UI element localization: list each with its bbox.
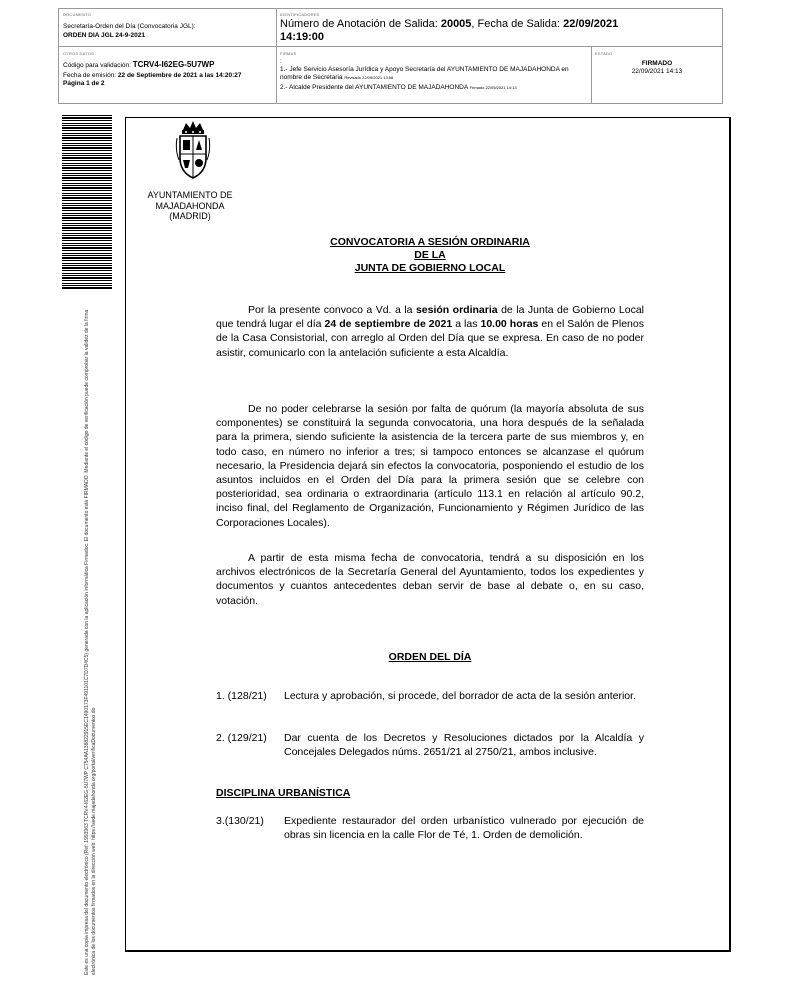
fecha-prefix: , Fecha de Salida: <box>471 18 564 30</box>
section-disciplina-urbanistica: DISCIPLINA URBANÍSTICA <box>216 787 351 799</box>
identificadores-label: IDENTIFICADORES <box>280 12 320 17</box>
paragraph-convocatoria <box>216 303 644 360</box>
documento-line1: Secretaría-Orden del Día (Convocatoria JGL): <box>63 23 196 30</box>
ayuntamiento-line-1: AYUNTAMIENTO DE <box>147 190 233 200</box>
p1-hora: 10.00 horas <box>480 318 539 331</box>
estado-label: ESTADO <box>595 51 613 56</box>
identificadores-cell <box>277 9 722 47</box>
otros-datos-cell <box>59 47 277 103</box>
firma-2-status: Firmado 22/09/2021 14:13 <box>469 85 517 90</box>
firmas-label: FIRMAS <box>280 51 297 56</box>
estado-date: 22/09/2021 14:13 <box>631 68 683 75</box>
firma-2-text: 2.- Alcalde Presidente del AYUNTAMIENTO DE MAJADAHONDA <box>280 84 468 91</box>
paragraph-archivos: A partir de esta misma fecha de convocatoria, tendrá a su disposición en los archivos electrónicos de la Secretaría General del Ayuntamiento, todos los expedientes y documentos y cuantos antecedentes deban servir de base al debate o, en su caso, votación. <box>216 552 644 607</box>
paragraph-quorum: De no poder celebrarse la sesión por falta de quórum (la mayoría absoluta de sus componentes) se constituirá la segunda convocatoria, una hora después de la señalada para la primera, siendo suficiente la asistencia de la tercera parte de sus miembros y, en todo caso, en número no inferior a tres; si tampoco entonces se alcanzase el quórum necesario, la Presidencia dejará sin efectos la convocatoria, posponiendo el estudio de los asuntos incluidos en el Orden del Día para la primera sesión que se celebre con posterioridad, sea ordinaria o extraordinaria (artículo 113.1 en relación al artículo 90.2, inciso final, del Reglamento de Organización, Funcionamiento y Régimen Jurídico de las Corporaciones Locales). <box>216 403 644 529</box>
item-number: 1. (128/21) <box>216 690 267 702</box>
estado-value: FIRMADO <box>641 60 673 67</box>
anotacion-prefix: Número de Anotación de Salida: <box>280 18 441 30</box>
otros-label: OTROS DATOS <box>63 51 94 56</box>
item-text: Lectura y aprobación, si procede, del borrador de acta de la sesión anterior. <box>284 690 636 702</box>
item-number: 2. (129/21) <box>216 732 267 744</box>
emision-line <box>63 72 242 79</box>
p1-a: Por la presente convoco a Vd. a la <box>248 304 416 316</box>
documento-label: DOCUMENTO <box>63 12 91 17</box>
p1-sesion: sesión ordinaria <box>415 304 498 316</box>
fecha-salida: 22/09/2021 <box>563 18 619 30</box>
item-text: Dar cuenta de los Decretos y Resoluciones dictados por la Alcaldía y Concejales Delegados núms. 2651/21 al 2750/21, ambos inclusive. <box>284 732 644 758</box>
document-header <box>58 8 723 104</box>
emision-date: 22 de Septiembre de 2021 a las 14:20:27 <box>117 72 242 79</box>
documento-line2: ORDEN DIA JGL 24-9-2021 <box>63 32 146 39</box>
ayuntamiento-name <box>140 190 240 222</box>
documento-cell <box>59 9 277 47</box>
firmas-colon: : <box>280 58 282 65</box>
firmas-cell <box>277 47 592 103</box>
estado-cell <box>592 47 722 103</box>
ayuntamiento-line-3: (MADRID) <box>169 211 211 221</box>
codigo-validacion: TCRV4-I62EG-5U7WP <box>132 60 215 69</box>
barcode-icon <box>62 115 112 290</box>
codigo-prefix: Código para validación: <box>63 62 133 69</box>
list-item <box>216 689 644 703</box>
list-item <box>216 731 644 759</box>
verification-side-text: Este es una copia impresa del documento electrónico (Ref: 1993963 TCRV4-I62EG-5U7WP C754AA138822915EC1490173F491101C7D7D4C5) generada con la aplicación informática Firmadoc. El documento está FIRMADO. Mediante el código de verificación puede comprobar la validez de la firma electrónica de los documentos firmados en la dirección web: https://sede.majadahonda.org/portal/verificaDocumentos.do <box>84 309 97 975</box>
anotacion-text <box>280 18 720 44</box>
p1-fecha: 24 de septiembre de 2021 <box>324 318 453 331</box>
coat-of-arms-icon <box>175 120 211 182</box>
p1-g: en el Salón de Plenos de la Casa Consistorial, con arreglo al Orden del Día que se expresa. En caso de no poder asistir, comunicarlo con la antelación suficiente a esta Alcaldía. <box>216 318 644 359</box>
anotacion-number: 20005 <box>440 18 472 30</box>
document-title <box>216 236 644 275</box>
firma-2 <box>280 84 590 91</box>
title-line-2: DE LA <box>414 249 446 261</box>
ayuntamiento-line-2: MAJADAHONDA <box>155 200 225 211</box>
codigo-line <box>63 60 214 69</box>
firma-1-text: 1.- Jefe Servicio Asesoría Jurídica y Apoyo Secretaría del AYUNTAMIENTO DE MAJADAHONDA en nombre de Secretaria <box>280 66 569 81</box>
orden-del-dia-title: ORDEN DEL DÍA <box>388 651 472 663</box>
item-number: 3.(130/21) <box>216 815 264 827</box>
list-item <box>216 814 644 842</box>
hora-salida: 14:19:00 <box>280 31 325 43</box>
title-line-1: CONVOCATORIA A SESIÓN ORDINARIA <box>330 236 530 248</box>
title-line-3: JUNTA DE GOBIERNO LOCAL <box>354 262 506 274</box>
p1-c: de la Junta de Gobierno Local que tendrá lugar el día <box>216 304 644 331</box>
firma-1 <box>280 66 590 81</box>
item-text: Expediente restaurador del orden urbanístico vulnerado por ejecución de obras sin licencia en la calle Flor de Té, 1. Orden de demolición. <box>284 815 644 841</box>
pagina-line: Página 1 de 2 <box>63 80 105 87</box>
firma-1-status: Revisado 22/09/2021 13:56 <box>344 74 394 80</box>
p1-e: a las <box>452 318 481 331</box>
emision-prefix: Fecha de emisión: <box>63 72 118 79</box>
